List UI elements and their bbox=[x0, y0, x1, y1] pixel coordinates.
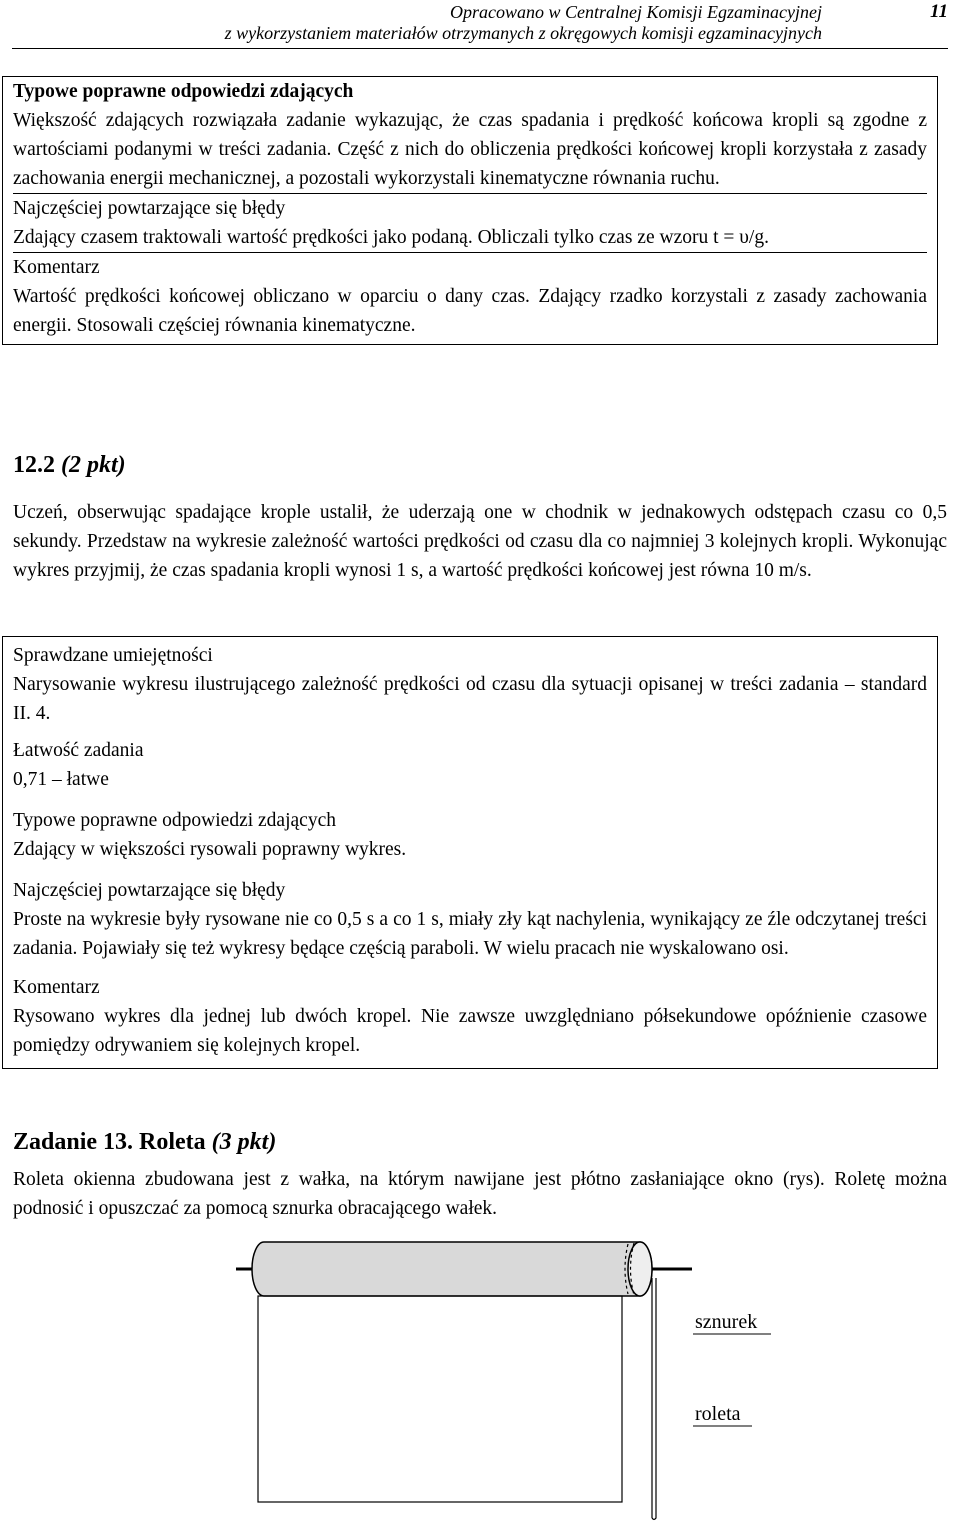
roller-end-cap bbox=[628, 1242, 652, 1296]
task-12-2-points: (2 pkt) bbox=[61, 452, 126, 478]
comment-cell bbox=[13, 252, 927, 344]
label-cord: sznurek bbox=[695, 1311, 758, 1333]
task-13-points: (3 pkt) bbox=[211, 1129, 277, 1155]
ease-heading: Łatwość zadania bbox=[13, 740, 144, 761]
comment-heading: Komentarz bbox=[13, 257, 100, 278]
task-12-2 bbox=[13, 450, 947, 585]
skills-heading: Sprawdzane umiejętności bbox=[13, 645, 213, 666]
errors-text: Zdający czasem traktowali wartość prędkości jako podaną. Obliczali tylko czas ze wzoru t = υ/g. bbox=[13, 227, 769, 248]
header-line-1: Opracowano w Centralnej Komisji Egzaminacyjnej bbox=[450, 2, 822, 22]
typical-answers-text-2: Zdający w większości rysowali poprawny wykres. bbox=[13, 839, 407, 860]
header-line-2: z wykorzystaniem materiałów otrzymanych z okręgowych komisji egzaminacyjnych bbox=[224, 23, 822, 43]
blind-cloth bbox=[258, 1296, 622, 1502]
ease-text: 0,71 – łatwe bbox=[13, 769, 109, 790]
label-blind: roleta bbox=[695, 1403, 741, 1425]
typical-answers-heading-2: Typowe poprawne odpowiedzi zdających bbox=[13, 810, 336, 831]
errors-text-2: Proste na wykresie były rysowane nie co 0,5 s a co 1 s, miały zły kąt nachylenia, wynikający ze źle odczytanej treści zadania. Pojawiały się też wykresy będące częścią paraboli. W wielu pracach nie wyskalowano osi. bbox=[13, 909, 927, 959]
typical-answers-block bbox=[13, 806, 927, 864]
task-12-2-number: 12.2 bbox=[13, 452, 55, 478]
typical-answers-text: Większość zdających rozwiązała zadanie wykazując, że czas spadania i prędkość końcowa kropli są zgodne z wartościami podanymi w treści zadania. Część z nich do obliczenia prędkości końcowej kropli korzystała z zasady zachowania energii mechanicznej, a pozostali wykorzystali kinematyczne równania ruchu. bbox=[13, 110, 927, 189]
roller-blind-figure bbox=[230, 1238, 758, 1521]
task-12-2-title bbox=[13, 450, 947, 480]
results-box-12-2 bbox=[2, 636, 938, 1069]
page-number: 11 bbox=[930, 1, 948, 22]
errors-heading: Najczęściej powtarzające się błędy bbox=[13, 198, 286, 219]
task-13 bbox=[13, 1127, 947, 1223]
ease-block bbox=[13, 736, 927, 794]
skills-text: Narysowanie wykresu ilustrującego zależność prędkości od czasu dla sytuacji opisanej w treści zadania – standard II. 4. bbox=[13, 674, 927, 724]
errors-cell bbox=[13, 193, 927, 252]
header-rule bbox=[12, 48, 948, 49]
skills-block bbox=[13, 637, 927, 728]
task-13-text: Roleta okienna zbudowana jest z wałka, na którym nawijane jest płótno zasłaniające okno (rys). Roletę można podnosić i opuszczać za pomocą sznurka obracającego wałek. bbox=[13, 1169, 947, 1219]
task-12-2-text: Uczeń, obserwując spadające krople ustalił, że uderzają one w chodnik w jednakowych odstępach czasu co 0,5 sekundy. Przedstaw na wykresie zależność wartości prędkości od czasu dla co najmniej 3 kolejnych kropli. Wykonując wykres przyjmij, że czas spadania kropli wynosi 1 s, a wartość prędkości końcowej jest równa 10 m/s. bbox=[13, 502, 947, 581]
task-13-title bbox=[13, 1127, 947, 1157]
comment-block bbox=[13, 973, 927, 1068]
typical-answers-heading: Typowe poprawne odpowiedzi zdających bbox=[13, 81, 354, 102]
errors-heading-2: Najczęściej powtarzające się błędy bbox=[13, 880, 286, 901]
comment-text-2: Rysowano wykres dla jednej lub dwóch kropel. Nie zawsze uwzględniano półsekundowe opóźnienie czasowe pomiędzy odrywaniem się kolejnych kropel. bbox=[13, 1006, 927, 1056]
typical-answers-cell bbox=[13, 77, 927, 193]
task-13-title-text: Zadanie 13. Roleta bbox=[13, 1129, 206, 1155]
page-header bbox=[0, 0, 960, 48]
comment-heading-2: Komentarz bbox=[13, 977, 100, 998]
errors-block bbox=[13, 876, 927, 963]
roller-cylinder bbox=[252, 1242, 652, 1296]
comment-text: Wartość prędkości końcowej obliczano w oparciu o dany czas. Zdający rzadko korzystali z zasady zachowania energii. Stosowali częściej równania kinematyczne. bbox=[13, 286, 927, 336]
results-box-12-1 bbox=[2, 76, 938, 345]
